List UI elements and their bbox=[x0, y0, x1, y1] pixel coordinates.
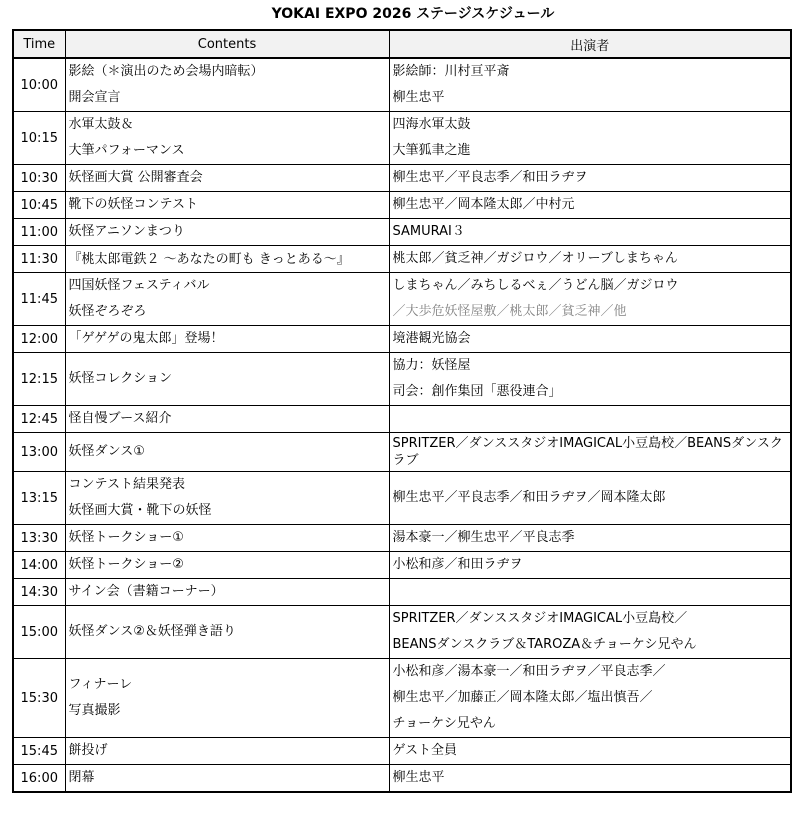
performer-text: 小松和彦／和田ラヂヲ bbox=[392, 557, 523, 572]
contents-text: 「ゲゲゲの鬼太郎」登場！ bbox=[68, 331, 224, 346]
contents-cell bbox=[65, 192, 389, 219]
time-cell: 12:15 bbox=[13, 353, 65, 406]
performer-text: 境港観光協会 bbox=[392, 331, 471, 346]
time-cell: 16:00 bbox=[13, 765, 65, 793]
page-title: YOKAI EXPO 2026 ステージスケジュール bbox=[271, 6, 555, 22]
contents-cell bbox=[65, 112, 389, 165]
contents-text: 写真撮影 bbox=[68, 703, 121, 718]
contents-cell bbox=[65, 579, 389, 606]
performer-text: SPRITZER／ダンススタジオIMAGICAL小豆島校／BEANSダンスクラブ bbox=[392, 436, 783, 468]
performers-cell bbox=[389, 606, 791, 659]
contents-cell bbox=[65, 353, 389, 406]
performer-text: チョーケシ兄やん bbox=[392, 716, 496, 731]
contents-text: 大筆パフォーマンス bbox=[68, 143, 185, 158]
table-row bbox=[13, 246, 791, 273]
table-row bbox=[13, 659, 791, 738]
contents-text: フィナーレ bbox=[68, 677, 133, 692]
contents-cell bbox=[65, 472, 389, 525]
performer-text: 柳生忠平 bbox=[392, 90, 445, 105]
contents-text: 怪自慢ブース紹介 bbox=[68, 411, 172, 426]
performers-cell bbox=[389, 472, 791, 525]
contents-cell bbox=[65, 406, 389, 433]
time-cell: 10:30 bbox=[13, 165, 65, 192]
time-cell: 15:45 bbox=[13, 738, 65, 765]
table-row bbox=[13, 765, 791, 793]
performer-text bbox=[393, 406, 788, 432]
contents-text: 妖怪ダンス① bbox=[68, 444, 145, 459]
performer-text bbox=[393, 579, 788, 605]
contents-text: 閉幕 bbox=[68, 770, 95, 785]
contents-text: 妖怪トークショー② bbox=[68, 557, 184, 572]
performer-text: しまちゃん／みちしるべぇ／うどん脳／ガジロウ bbox=[392, 278, 679, 293]
time-cell: 15:00 bbox=[13, 606, 65, 659]
performer-text: SAMURAI３ bbox=[392, 224, 465, 239]
time-cell: 10:00 bbox=[13, 58, 65, 112]
performers-cell bbox=[389, 273, 791, 326]
performer-text: 柳生忠平／平良志季／和田ラヂヲ／岡本隆太郎 bbox=[392, 490, 666, 505]
contents-cell bbox=[65, 738, 389, 765]
table-row bbox=[13, 326, 791, 353]
performers-cell bbox=[389, 433, 791, 472]
contents-text: 『桃太郎電鉄２ 〜あなたの町も きっとある〜』 bbox=[68, 251, 350, 267]
contents-text: 影絵（＊演出のため会場内暗転） bbox=[68, 64, 264, 79]
performers-cell bbox=[389, 579, 791, 606]
time-cell: 11:00 bbox=[13, 219, 65, 246]
contents-cell bbox=[65, 219, 389, 246]
performer-text: 協力：妖怪屋 bbox=[392, 358, 471, 373]
performer-text: 大筆狐聿之進 bbox=[392, 143, 471, 158]
time-column-header: Time bbox=[13, 30, 65, 58]
time-cell: 14:00 bbox=[13, 552, 65, 579]
time-cell: 10:45 bbox=[13, 192, 65, 219]
table-row bbox=[13, 433, 791, 472]
performer-text: ゲスト全員 bbox=[392, 743, 457, 758]
contents-cell bbox=[65, 659, 389, 738]
time-cell: 14:30 bbox=[13, 579, 65, 606]
contents-text: 妖怪画大賞 公開審査会 bbox=[68, 170, 203, 185]
table-row bbox=[13, 406, 791, 433]
contents-text: 四国妖怪フェスティバル bbox=[68, 278, 210, 293]
contents-text: 妖怪コレクション bbox=[68, 371, 172, 386]
time-cell: 15:30 bbox=[13, 659, 65, 738]
table-row bbox=[13, 738, 791, 765]
performers-cell bbox=[389, 353, 791, 406]
performer-text: 柳生忠平／加藤正／岡本隆太郎／塩出慎吾／ bbox=[392, 690, 653, 705]
time-cell: 12:45 bbox=[13, 406, 65, 433]
time-cell: 13:00 bbox=[13, 433, 65, 472]
table-row bbox=[13, 606, 791, 659]
performer-text: 小松和彦／湯本豪一／和田ラヂヲ／平良志季／ bbox=[392, 664, 666, 679]
table-header-row bbox=[13, 30, 791, 58]
performers-cell bbox=[389, 552, 791, 579]
contents-cell bbox=[65, 552, 389, 579]
performer-text: 桃太郎／貧乏神／ガジロウ／オリーブしまちゃん bbox=[392, 251, 678, 266]
contents-cell bbox=[65, 165, 389, 192]
table-row bbox=[13, 165, 791, 192]
performers-cell bbox=[389, 525, 791, 552]
table-row bbox=[13, 192, 791, 219]
performer-text: 司会：創作集団「悪役連合」 bbox=[392, 384, 562, 399]
performer-text: SPRITZER／ダンススタジオIMAGICAL小豆島校／ bbox=[392, 611, 688, 626]
table-row bbox=[13, 552, 791, 579]
performer-text: 柳生忠平／平良志季／和田ラヂヲ bbox=[392, 170, 588, 185]
performers-cell bbox=[389, 765, 791, 793]
performers-cell bbox=[389, 326, 791, 353]
contents-cell bbox=[65, 606, 389, 659]
contents-text: 水軍太鼓＆ bbox=[68, 117, 134, 132]
time-cell: 13:15 bbox=[13, 472, 65, 525]
stage-schedule-table bbox=[12, 29, 792, 793]
table-row bbox=[13, 579, 791, 606]
contents-text: サイン会（書籍コーナー） bbox=[68, 584, 224, 599]
time-cell: 10:15 bbox=[13, 112, 65, 165]
table-row bbox=[13, 472, 791, 525]
performer-text: BEANSダンスクラブ＆TAROZA＆チョーケシ兄やん bbox=[392, 637, 697, 652]
contents-text: 妖怪アニソンまつり bbox=[68, 224, 185, 239]
performers-cell bbox=[389, 112, 791, 165]
table-row bbox=[13, 273, 791, 326]
time-cell: 13:30 bbox=[13, 525, 65, 552]
performers-column-header: 出演者 bbox=[389, 30, 791, 58]
performers-cell bbox=[389, 219, 791, 246]
contents-cell bbox=[65, 58, 389, 112]
contents-cell bbox=[65, 765, 389, 793]
contents-text: 靴下の妖怪コンテスト bbox=[68, 197, 198, 212]
time-cell: 12:00 bbox=[13, 326, 65, 353]
performer-text: 四海水軍太鼓 bbox=[392, 117, 471, 132]
performer-text: 湯本豪一／柳生忠平／平良志季 bbox=[392, 530, 575, 545]
performer-text: 影絵師：川村亘平斎 bbox=[392, 64, 510, 79]
contents-cell bbox=[65, 433, 389, 472]
contents-column-header: Contents bbox=[65, 30, 389, 58]
contents-cell bbox=[65, 246, 389, 273]
table-row bbox=[13, 353, 791, 406]
contents-text: 妖怪ダンス②＆妖怪弾き語り bbox=[68, 624, 236, 639]
table-row bbox=[13, 525, 791, 552]
contents-text: 妖怪ぞろぞろ bbox=[68, 304, 147, 319]
performer-text: ／大歩危妖怪屋敷／桃太郎／貧乏神／他 bbox=[392, 304, 627, 319]
performer-text: 柳生忠平 bbox=[392, 770, 445, 785]
performers-cell bbox=[389, 58, 791, 112]
performers-cell bbox=[389, 192, 791, 219]
contents-text: 餅投げ bbox=[68, 743, 108, 758]
performers-cell bbox=[389, 246, 791, 273]
contents-text: 開会宣言 bbox=[68, 90, 121, 105]
performer-text: 柳生忠平／岡本隆太郎／中村元 bbox=[392, 197, 575, 212]
table-row bbox=[13, 112, 791, 165]
contents-text: コンテスト結果発表 bbox=[68, 477, 185, 492]
contents-cell bbox=[65, 326, 389, 353]
performers-cell bbox=[389, 659, 791, 738]
table-row bbox=[13, 219, 791, 246]
table-row bbox=[13, 58, 791, 112]
contents-text: 妖怪トークショー① bbox=[68, 530, 184, 545]
contents-cell bbox=[65, 273, 389, 326]
time-cell: 11:30 bbox=[13, 246, 65, 273]
performers-cell bbox=[389, 406, 791, 433]
performers-cell bbox=[389, 165, 791, 192]
contents-cell bbox=[65, 525, 389, 552]
contents-text: 妖怪画大賞・靴下の妖怪 bbox=[68, 503, 212, 518]
performers-cell bbox=[389, 738, 791, 765]
time-cell: 11:45 bbox=[13, 273, 65, 326]
